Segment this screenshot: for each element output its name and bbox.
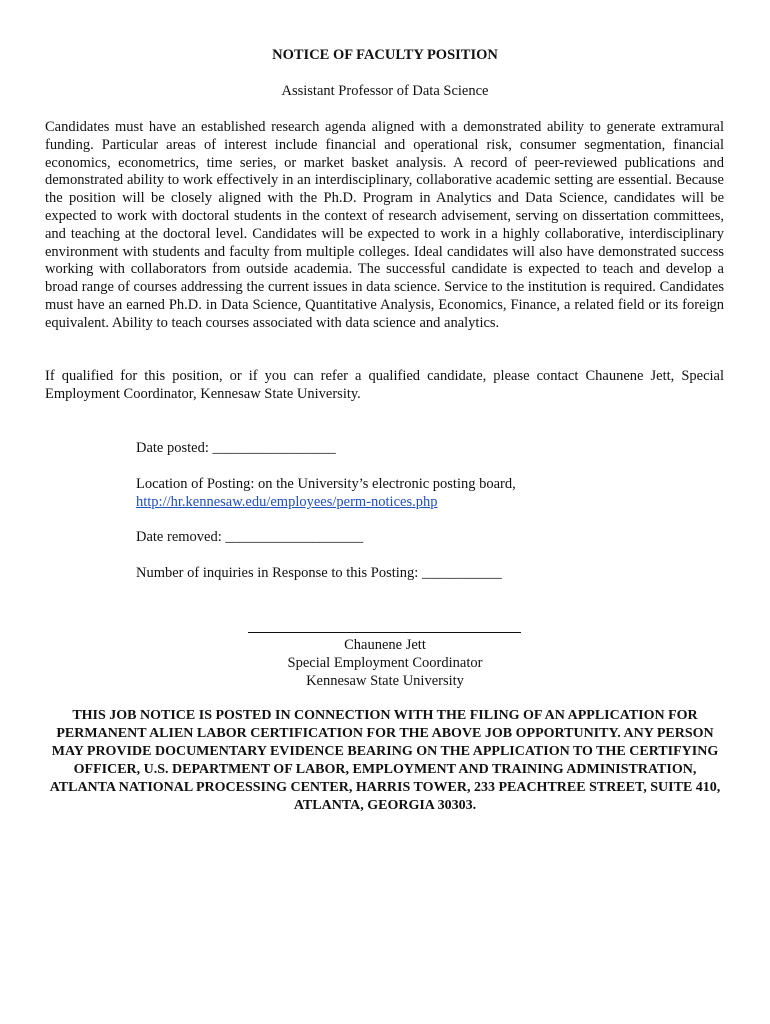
posting-board-link[interactable]: http://hr.kennesaw.edu/employees/perm-notices.php — [136, 493, 438, 510]
signatory-organization: Kennesaw State University — [306, 673, 464, 689]
signatory-name: Chaunene Jett — [344, 637, 426, 653]
date-removed-field: Date removed: ___________________ — [136, 529, 364, 545]
job-description-paragraph: Candidates must have an established research agenda aligned with a demonstrated ability to generate extramural funding. Particular areas of interest include financial and operational risk, consumer segmentation, financial economics, econometrics, time series, or market basket analysis. A record of peer-reviewed publications and demonstrated ability to work effectively in an interdisciplinary, collaborative academic setting are essential. Because the position will be closely aligned with the Ph.D. Program in Analytics and Data Science, candidates will be expected to work with doctoral students in the context of research advisement, serving on dissertation committees, and teaching at the doctoral level. Candidates will be expected to work in a highly collaborative, interdisciplinary environment with students and faculty from multiple colleges. Ideal candidates will also have demonstrated success working with collaborators from outside academia. The successful candidate is expected to teach and develop a broad range of courses addressing the current issues in data science. Service to the institution is required. Candidates must have an earned Ph.D. in Data Science, Quantitative Analysis, Economics, Finance, a related field or its foreign equivalent. Ability to teach courses associated with data science and analytics. — [45, 119, 724, 331]
location-label: Location of Posting: on the University’s electronic posting board, — [136, 476, 516, 492]
signature-line — [248, 632, 521, 633]
inquiries-count-field: Number of inquiries in Response to this Posting: ___________ — [136, 565, 502, 581]
date-posted-field: Date posted: _________________ — [136, 440, 336, 456]
page-title: NOTICE OF FACULTY POSITION — [272, 47, 498, 63]
signatory-role: Special Employment Coordinator — [287, 655, 483, 671]
location-of-posting-field — [136, 476, 516, 512]
legal-notice: THIS JOB NOTICE IS POSTED IN CONNECTION WITH THE FILING OF AN APPLICATION FOR PERMANENT ALIEN LABOR CERTIFICATION FOR THE ABOVE JOB OPPORTUNITY. ANY PERSON MAY PROVIDE DOCUMENTARY EVIDENCE BEARING ON THE APPLICATION TO THE CERTIFYING OFFICER, U.S. DEPARTMENT OF LABOR, EMPLOYMENT AND TRAINING ADMINISTRATION, ATLANTA NATIONAL PROCESSING CENTER, HARRIS TOWER, 233 PEACHTREE STREET, SUITE 410, ATLANTA, GEORGIA 30303. — [49, 708, 721, 813]
contact-paragraph: If qualified for this position, or if you can refer a qualified candidate, please contact Chaunene Jett, Special Employment Coordinator, Kennesaw State University. — [45, 368, 724, 402]
position-subtitle: Assistant Professor of Data Science — [281, 83, 489, 99]
